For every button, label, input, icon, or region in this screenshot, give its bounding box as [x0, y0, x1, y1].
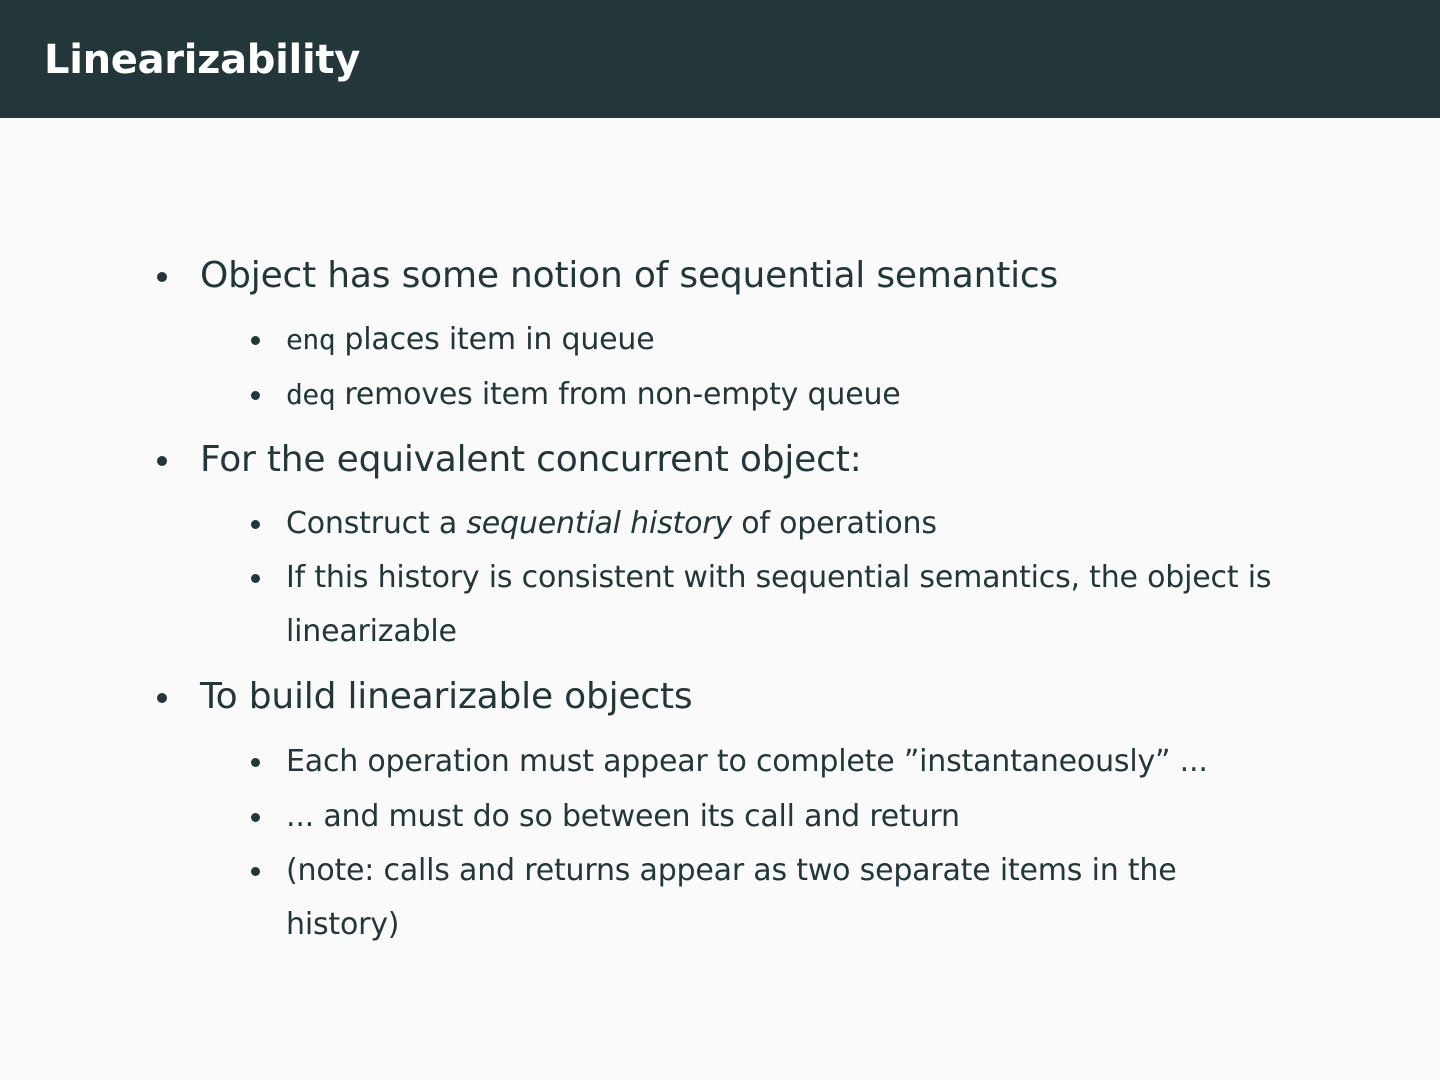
sub-item-text: removes item from non-empty queue — [335, 377, 901, 412]
sub-bullet-dot — [251, 391, 260, 400]
bullet-item-2: For the equivalent concurrent object: — [200, 439, 862, 480]
sub-item-3-3: (note: calls and returns appear as two separate items in the history) — [286, 853, 1177, 942]
code-enq: enq — [286, 323, 336, 356]
sub-bullet-dot — [251, 813, 260, 822]
code-deq: deq — [286, 378, 336, 411]
bullet-dot — [157, 693, 167, 703]
sub-item-1-1 — [286, 320, 654, 360]
sub-item-text: Construct a — [286, 506, 467, 541]
sub-item-text: places item in queue — [335, 322, 655, 357]
sub-bullet-dot — [251, 520, 260, 529]
sub-bullet-dot — [251, 758, 260, 767]
sub-item-2-1 — [286, 504, 937, 544]
bullet-item-3: To build linearizable objects — [200, 676, 693, 717]
sub-item-3-1: Each operation must appear to complete ”instantaneously” ... — [286, 744, 1208, 779]
bullet-item-1: Object has some notion of sequential semantics — [200, 255, 1059, 296]
sub-bullet-dot — [251, 336, 260, 345]
sub-item-3-2: ... and must do so between its call and return — [286, 799, 960, 834]
sub-item-text: of operations — [731, 506, 937, 541]
sub-bullet-dot — [251, 574, 260, 583]
sub-item-2-2: If this history is consistent with sequential semantics, the object is linearizable — [286, 560, 1272, 649]
slide-title: Linearizability — [44, 37, 360, 83]
bullet-dot — [157, 456, 167, 466]
bullet-dot — [157, 272, 167, 282]
emphasis-text: sequential history — [466, 506, 732, 541]
sub-bullet-dot — [251, 867, 260, 876]
sub-item-1-2 — [286, 375, 901, 415]
